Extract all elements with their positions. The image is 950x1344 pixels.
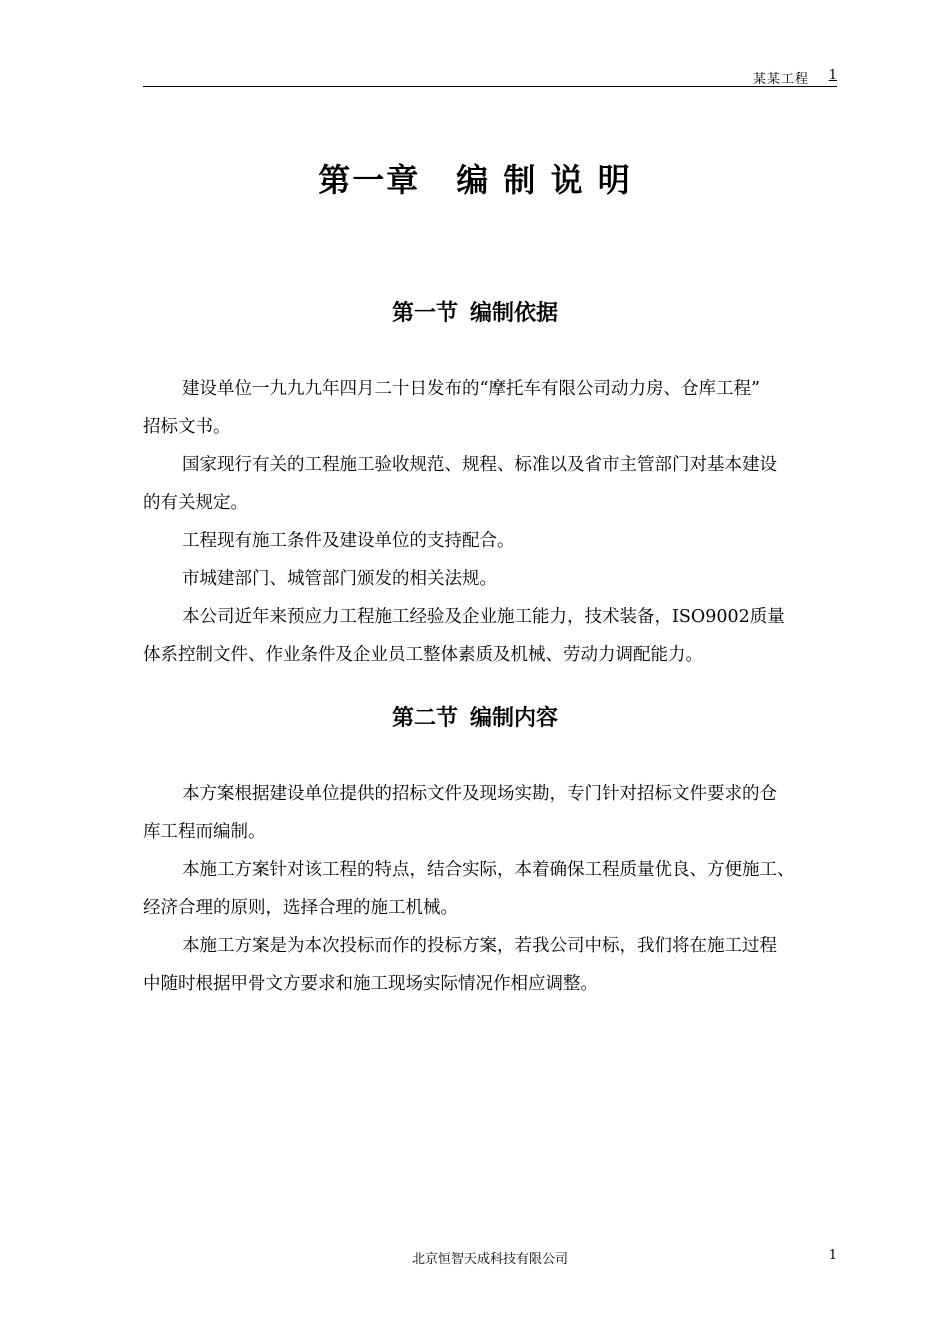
paragraph-line: 的有关规定。 (143, 493, 248, 513)
paragraph-line: 库工程而编制。 (143, 822, 266, 842)
paragraph-line: 体系控制文件、作业条件及企业员工整体素质及机械、劳动力调配能力。 (143, 645, 703, 665)
paragraph-line: 本施工方案是为本次投标而作的投标方案，若我公司中标，我们将在施工过程 (182, 936, 777, 956)
section-2-name: 编制内容 (470, 706, 559, 731)
paragraph-line: 本公司近年来预应力工程施工经验及企业施工能力，技术装备，ISO9002质量 (182, 607, 785, 627)
paragraph-line: 建设单位一九九九年四月二十日发布的“摩托车有限公司动力房、仓库工程” (182, 379, 760, 399)
section-1-body (143, 370, 843, 674)
paragraph-line: 中随时根据甲骨文方要求和施工现场实际情况作相应调整。 (143, 974, 598, 994)
footer-company: 北京恒智天成科技有限公司 (411, 1252, 568, 1267)
section-1-label: 第一节 (391, 301, 458, 326)
page-header (143, 66, 837, 87)
section-2-body (143, 775, 843, 1003)
chapter-title (0, 155, 950, 201)
footer-page-number: 1 (828, 1248, 837, 1263)
paragraph-line: 工程现有施工条件及建设单位的支持配合。 (182, 531, 515, 551)
section-title-2 (0, 701, 950, 732)
section-2-label: 第二节 (391, 706, 458, 731)
paragraph-line: 本方案根据建设单位提供的招标文件及现场实勘，专门针对招标文件要求的仓 (182, 784, 777, 804)
paragraph-line: 经济合理的原则，选择合理的施工机械。 (143, 898, 458, 918)
chapter-label: 第一章 (318, 161, 421, 199)
paragraph-line: 国家现行有关的工程施工验收规范、规程、标准以及省市主管部门对基本建设 (182, 455, 777, 475)
header-title: 某某工程 (752, 72, 809, 87)
paragraph-line: 招标文书。 (143, 417, 231, 437)
paragraph-line: 本施工方案针对该工程的特点，结合实际，本着确保工程质量优良、方便施工、 (182, 860, 795, 880)
section-1-name: 编制依据 (470, 301, 559, 326)
header-page-number: 1 (828, 68, 837, 83)
section-title-1 (0, 296, 950, 327)
paragraph-line: 市城建部门、城管部门颁发的相关法规。 (182, 569, 497, 589)
chapter-name: 编 制 说 明 (456, 161, 632, 199)
